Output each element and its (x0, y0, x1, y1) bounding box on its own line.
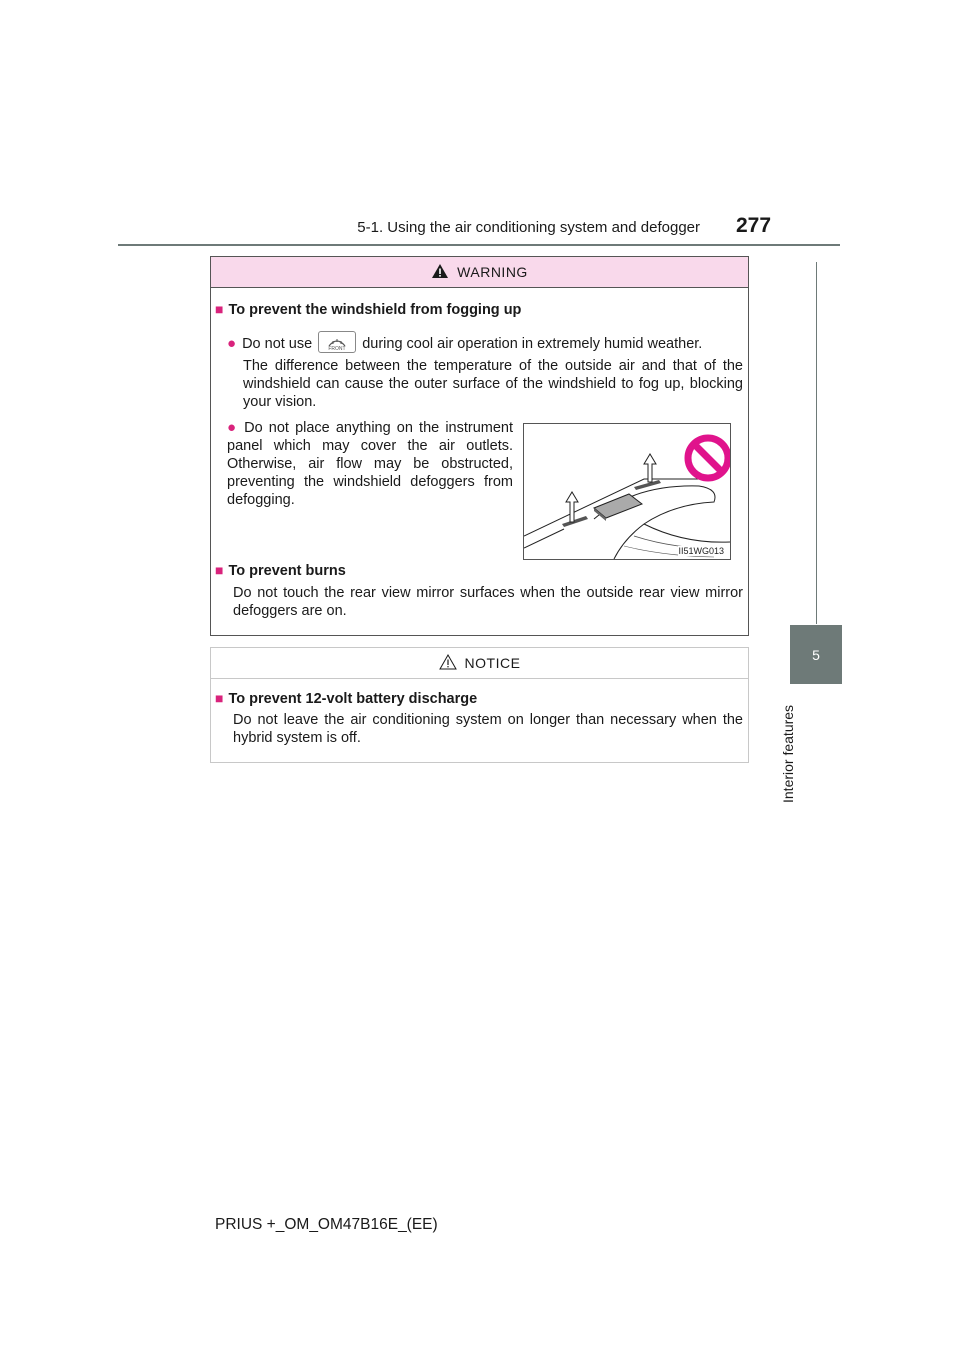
square-bullet-icon: ■ (215, 301, 224, 317)
bullet-defroster-body: The difference between the temperature of the outside air and that of the windshield can cause the outer surface of the windshield to fog up, blocking your vision. (243, 358, 743, 410)
page-number: 277 (736, 214, 772, 237)
warning-box (210, 256, 749, 636)
section-title-battery: ■ To prevent 12-volt battery discharge (215, 690, 478, 707)
warning-icon (431, 263, 449, 282)
defroster-button-icon (318, 331, 356, 353)
section-title-burns: ■ To prevent burns (215, 562, 346, 579)
burns-body: Do not touch the rear view mirror surfaces when the outside rear view mirror defoggers are on. (233, 585, 743, 619)
header-rule (118, 244, 840, 246)
warning-header (211, 257, 748, 288)
battery-body: Do not leave the air conditioning system on longer than necessary when the hybrid system is off. (233, 712, 743, 746)
notice-heading: NOTICE (464, 655, 521, 671)
illustration-id: II51WG013 (678, 546, 724, 556)
header-section-title: 5-1. Using the air conditioning system and defogger (357, 219, 700, 236)
notice-header (211, 648, 748, 679)
bullet-instrument-panel: ● Do not place anything on the instrument panel which may cover the air outlets. Otherwise, air flow may be obstructed, preventing the windshield defoggers from defogging. (227, 419, 514, 508)
caution-icon (439, 654, 457, 673)
square-bullet-icon: ■ (215, 690, 224, 706)
svg-text:FRONT: FRONT (328, 346, 346, 352)
side-divider (816, 262, 817, 624)
section-title-fogging: ■ To prevent the windshield from fogging up (215, 301, 522, 318)
document-code: PRIUS +_OM_OM47B16E_(EE) (215, 1216, 438, 1233)
chapter-number: 5 (812, 646, 820, 663)
instrument-panel-illustration (523, 423, 731, 560)
notice-box (210, 647, 749, 763)
chapter-tab (790, 625, 842, 684)
bullet-defroster: ● Do not use FRONT during cool air operation in extremely humid weather. (227, 333, 743, 355)
round-bullet-icon: ● (227, 334, 237, 352)
chapter-label: Interior features (780, 704, 796, 803)
warning-heading: WARNING (457, 264, 528, 280)
round-bullet-icon: ● (227, 419, 239, 436)
dashboard-drawing (524, 424, 730, 559)
square-bullet-icon: ■ (215, 562, 224, 578)
